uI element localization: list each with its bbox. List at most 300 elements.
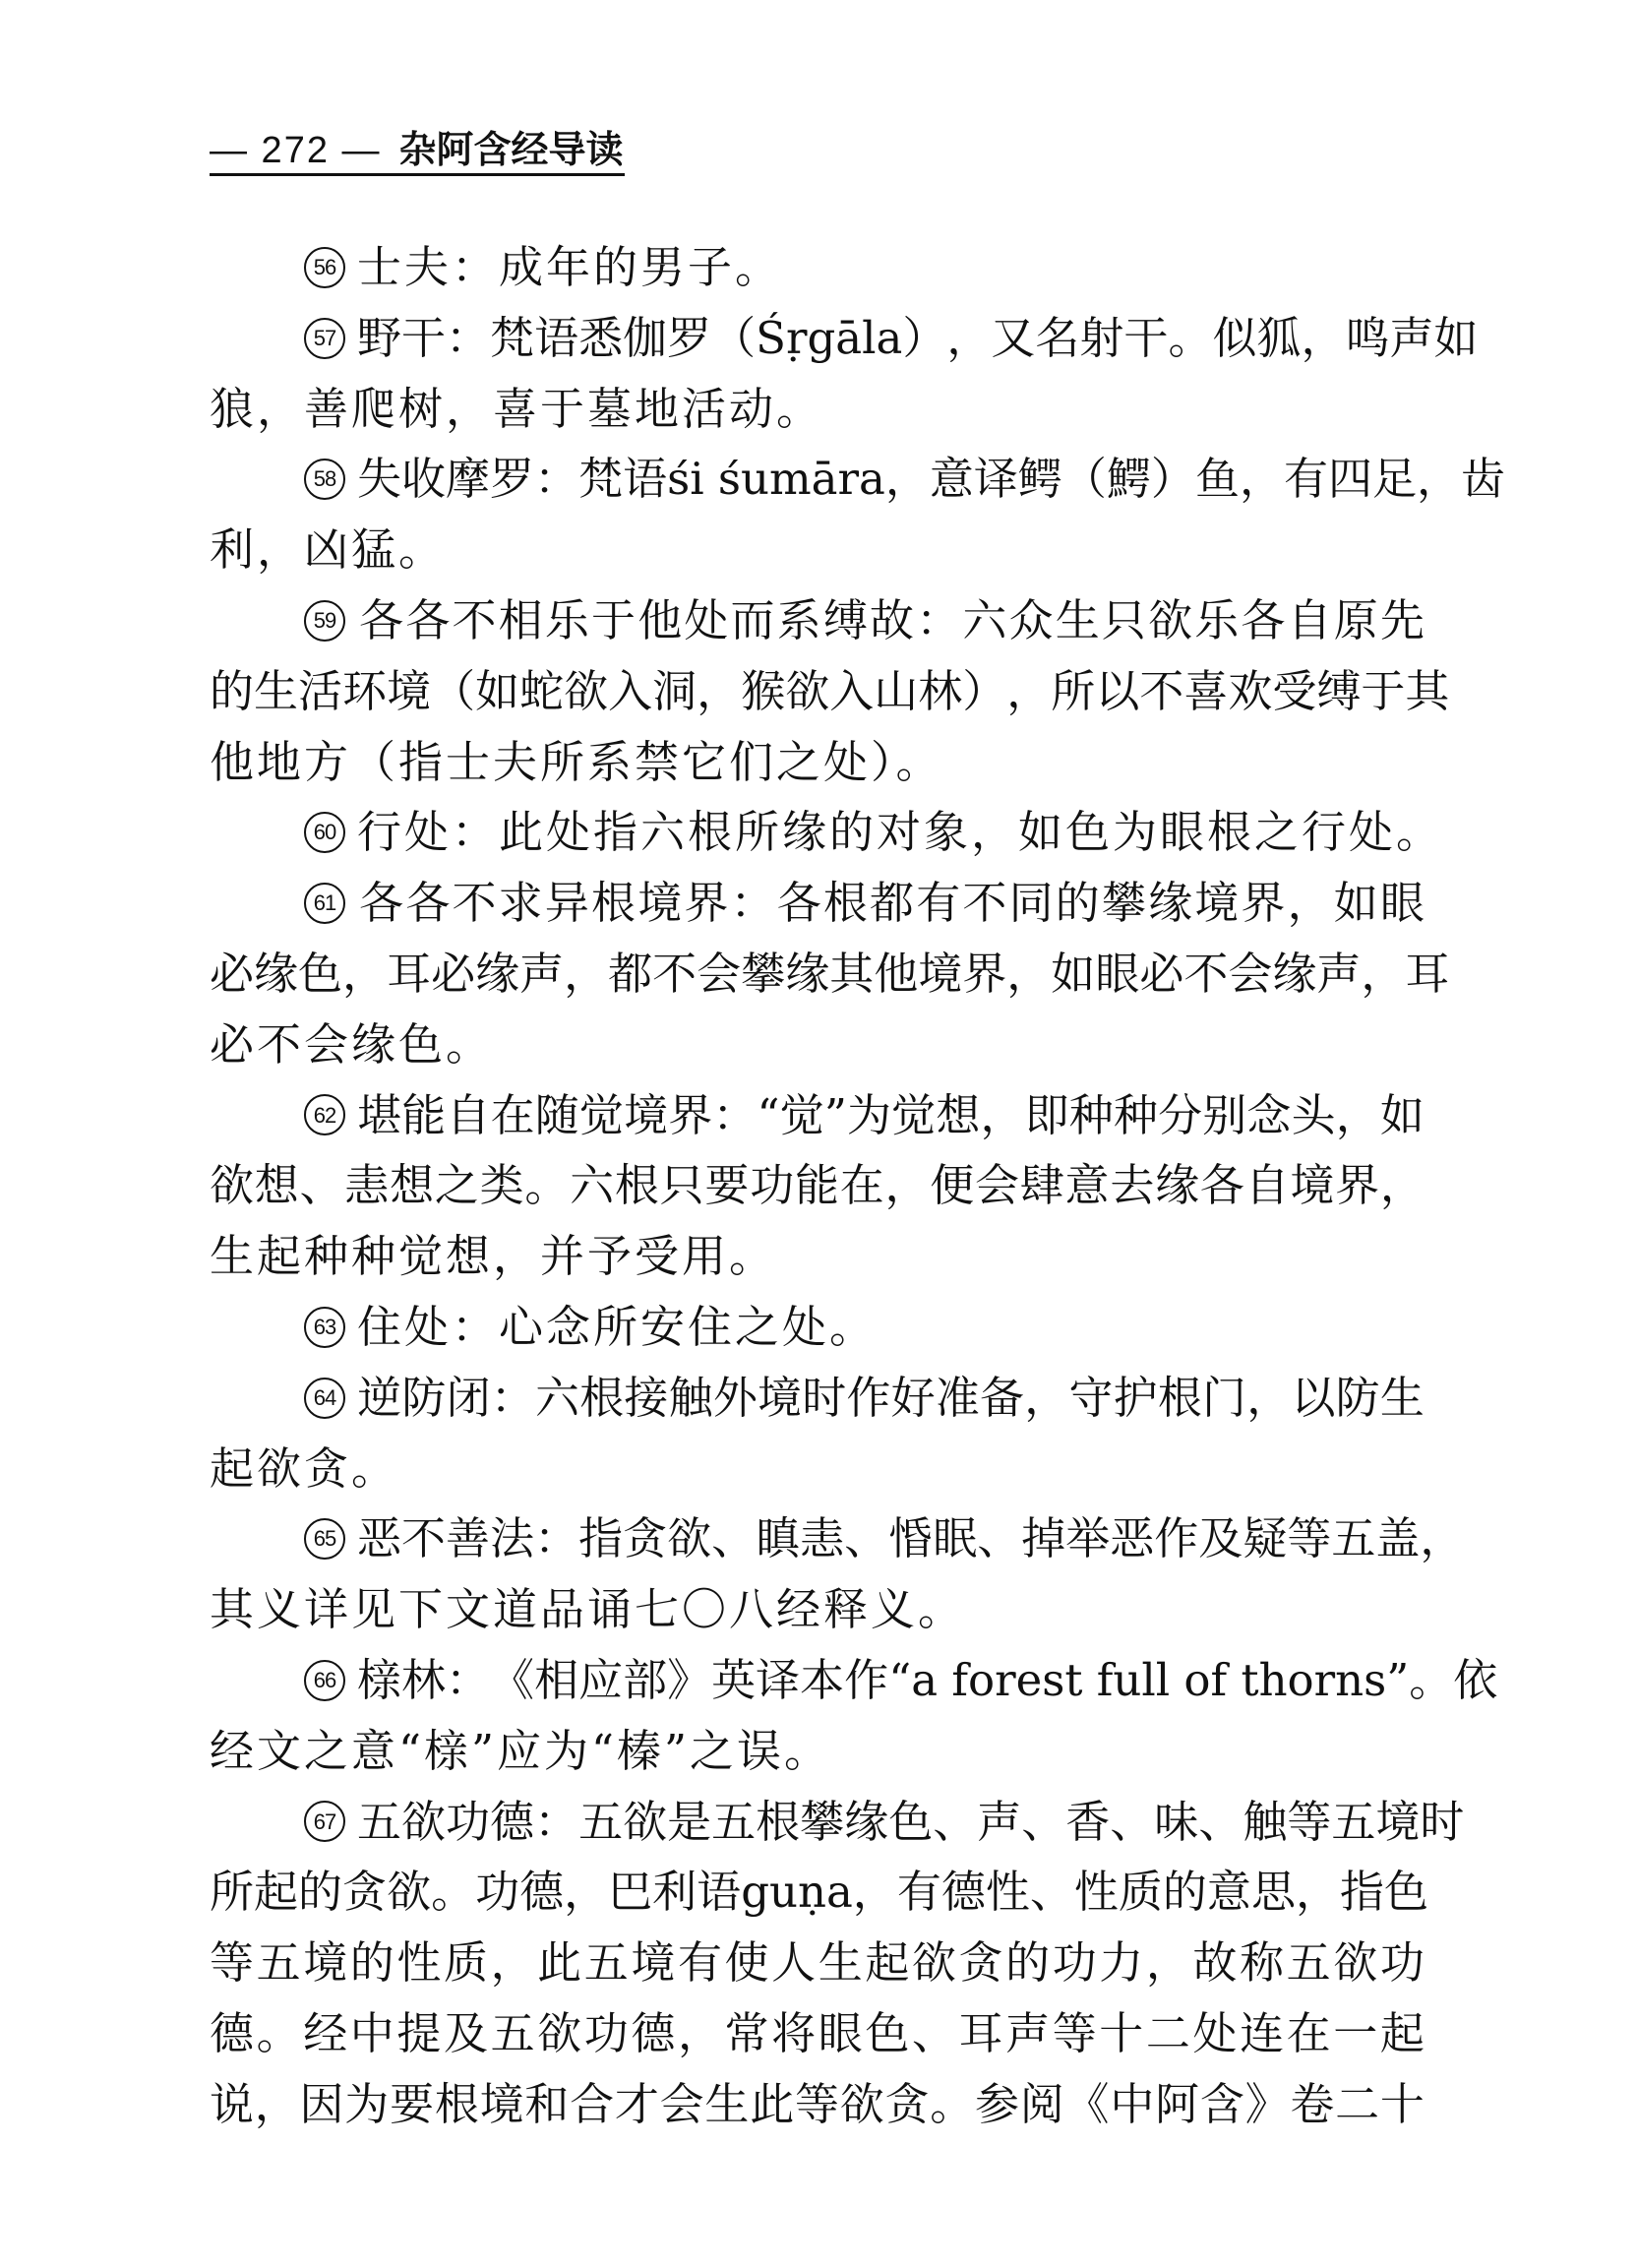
text-fragment: 士夫：成年的男子。 [357,241,783,293]
text-fragment: 恚 [800,1512,845,1565]
text-fragment: 的 [210,664,255,717]
note-62-line [210,1221,1425,1292]
text-fragment: 德 [519,1866,565,1919]
text-fragment: 、 [933,1795,978,1848]
text-fragment: 掉 [1021,1512,1066,1565]
text-fragment: 恶 [357,1512,402,1565]
text-fragment: 种 [1113,1088,1158,1141]
text-fragment: 界 [668,1088,713,1141]
note-59-line [210,656,1450,727]
text-fragment: 六 [962,593,1007,646]
text-fragment: 的 [349,1936,394,1990]
text-fragment: 防 [401,1371,447,1424]
note-59-line [210,727,1425,798]
text-fragment: 而 [730,593,775,646]
text-fragment: 等 [794,2077,839,2130]
text-fragment: 部 [623,1653,668,1706]
text-fragment: 、 [1021,1795,1066,1848]
text-fragment: 声 [977,1795,1022,1848]
text-fragment: 鰐 [1106,453,1151,506]
text-fragment: 。 [1409,1653,1454,1706]
text-fragment: 、 [299,1159,344,1212]
text-fragment: 质 [443,1936,488,1990]
text-fragment: 喜 [1183,664,1229,717]
note-64-line [210,1363,1425,1434]
note-65-line [210,1503,1465,1574]
text-fragment: 如 [1333,877,1378,930]
text-fragment: 欲 [839,2077,884,2130]
note-67-line [210,1787,1465,1858]
text-fragment: 色 [888,1795,934,1848]
text-fragment: 法 [490,1512,535,1565]
text-fragment: 根 [756,1795,801,1848]
text-fragment: 五 [357,1795,402,1848]
text-fragment: 声 [1005,2006,1051,2059]
note-61-line [210,1010,1425,1080]
text-fragment: 必不会缘色。 [210,1017,494,1071]
text-fragment: 欲 [667,1512,712,1565]
text-fragment: 卷 [1290,2077,1335,2130]
text-fragment: 会 [1228,947,1273,1000]
text-fragment: 生 [818,1936,863,1990]
text-fragment: 贪 [958,1936,1003,1990]
text-fragment: 境 [479,2077,524,2130]
text-fragment: 五 [256,1936,301,1990]
text-fragment: 不 [1183,947,1229,1000]
text-fragment: 似 [1212,311,1257,364]
text-fragment: ， [1361,947,1406,1000]
text-fragment: 本 [800,1653,845,1706]
note-number: 67 [304,1801,345,1842]
text-fragment: 境 [624,1088,669,1141]
text-fragment: 生 [704,2077,750,2130]
text-fragment: 才 [614,2077,659,2130]
text-fragment: 欲 [785,664,830,717]
text-fragment: 。 [1168,311,1213,364]
text-fragment: 、 [1110,1795,1155,1848]
text-fragment: 阿 [1155,2077,1200,2130]
text-fragment: 力 [1099,1936,1144,1990]
text-fragment: 闭 [446,1371,491,1424]
text-fragment: 及 [1198,1512,1243,1565]
text-fragment: 作 [1154,1512,1199,1565]
text-fragment: 善 [446,1512,491,1565]
text-fragment: 功 [750,1159,795,1212]
text-fragment: ： [534,1795,579,1848]
text-fragment: 猴 [741,664,786,717]
text-fragment: 类 [479,1159,524,1212]
text-fragment: 根 [434,2077,479,2130]
text-fragment: 将 [771,2006,817,2059]
text-fragment: a forest full of thorns [911,1653,1387,1706]
text-fragment: 的 [298,1866,343,1919]
text-fragment: ： [730,877,775,930]
text-fragment: 接 [624,1371,669,1424]
text-fragment: 及 [443,2006,488,2059]
text-fragment: 为 [344,2077,390,2130]
text-fragment: 恚 [344,1159,390,1212]
text-fragment: 贪 [342,1866,388,1919]
text-fragment: ， [1417,453,1462,506]
text-fragment: 。 [431,1866,476,1919]
text-fragment: 。 [930,2077,975,2130]
text-fragment: ， [884,1159,930,1212]
text-fragment: 德 [940,1866,986,1919]
text-fragment: 缚 [1316,664,1362,717]
text-fragment: 必 [431,947,476,1000]
text-fragment: 指 [578,1512,624,1565]
text-fragment: 头 [1291,1088,1336,1141]
text-fragment: 功 [1379,1936,1425,1990]
text-fragment: ： [916,593,961,646]
note-66-line [210,1716,1425,1787]
note-66-line [210,1645,1498,1716]
text-fragment: 受 [1272,664,1317,717]
text-fragment: ） [1150,453,1195,506]
note-number: 58 [304,459,345,500]
text-fragment: 色 [298,947,343,1000]
text-fragment: 肆 [1019,1159,1064,1212]
text-fragment: 乐 [1194,593,1240,646]
text-fragment: 攀 [741,947,786,1000]
text-fragment: 十 [1379,2077,1425,2130]
text-fragment: 其 [829,947,875,1000]
text-fragment: 境 [631,1936,676,1990]
text-fragment: 必 [210,947,255,1000]
text-fragment: 鳄 [1017,453,1062,506]
text-fragment: ： [446,311,491,364]
text-fragment: 耳 [958,2006,1003,2059]
text-fragment: 欲 [387,1866,432,1919]
text-fragment: 鱼 [1194,453,1240,506]
text-fragment: 罗 [667,311,712,364]
text-fragment: śi śumāra [667,453,885,506]
text-fragment: 德 [490,1795,535,1848]
text-fragment: 》 [1244,2077,1290,2130]
text-fragment: 即 [1024,1088,1069,1141]
text-fragment: 环 [342,664,388,717]
text-fragment: 梵 [490,311,535,364]
text-fragment: 贪 [884,2077,930,2130]
note-57-line [210,374,1425,445]
text-fragment: 要 [704,1159,750,1212]
text-fragment: ， [254,2077,299,2130]
text-fragment: 等 [1052,2006,1097,2059]
text-fragment: 眼 [1095,947,1140,1000]
text-fragment: 生 [1379,1371,1425,1424]
text-fragment: 色 [1383,1866,1428,1919]
text-fragment: 生 [254,664,299,717]
text-fragment: 触 [668,1371,713,1424]
text-fragment: 以 [1095,664,1140,717]
text-fragment: 门 [1202,1371,1247,1424]
text-fragment: 功 [446,1795,491,1848]
note-number: 60 [304,812,345,853]
text-fragment: 备 [980,1371,1025,1424]
text-fragment: 眼 [818,2006,863,2059]
text-fragment: 合 [570,2077,615,2130]
text-fragment: 觉 [578,1088,624,1141]
text-fragment: 各 [1199,1159,1244,1212]
text-fragment: 都 [870,877,915,930]
text-fragment: 有 [1283,453,1328,506]
text-fragment: 缘 [785,947,830,1000]
text-fragment: 功 [583,2006,629,2059]
text-fragment: 行处：此处指六根所缘的对象，如色为眼根之行处。 [357,806,1444,859]
text-fragment: ， [946,311,992,364]
text-fragment: ： [712,1088,758,1141]
text-fragment: ， [1006,947,1052,1000]
text-fragment: 足 [1372,453,1418,506]
text-fragment: 等 [1287,1795,1332,1848]
text-fragment: 缘 [1148,877,1193,930]
text-fragment: 语 [697,1866,742,1919]
text-fragment: 只 [1101,593,1146,646]
text-fragment: 欲 [401,1795,447,1848]
text-fragment: ： [534,1512,579,1565]
text-fragment: 六 [570,1159,615,1212]
text-fragment: 德 [631,2006,676,2059]
text-fragment: 在 [490,1088,535,1141]
text-fragment: 境 [1194,877,1240,930]
text-fragment: 各 [359,593,404,646]
text-fragment: 、 [1029,1866,1074,1919]
text-fragment: 五 [578,1795,624,1848]
text-fragment: 不 [1139,664,1184,717]
text-fragment: ， [564,1866,609,1919]
text-fragment: ， [1145,1936,1190,1990]
text-fragment: 四 [1327,453,1372,506]
text-fragment: 的 [1055,877,1100,930]
text-fragment: 功 [1052,1936,1097,1990]
text-fragment: ， [1246,1371,1292,1424]
text-fragment: 中 [1110,2077,1155,2130]
text-fragment: 狐 [1256,311,1302,364]
text-fragment: 会 [659,2077,704,2130]
text-fragment: 射 [1079,311,1124,364]
note-number: 64 [304,1378,345,1419]
note-67-line [210,1998,1425,2069]
text-fragment: 念 [1246,1088,1292,1141]
text-fragment: 耳 [1405,947,1450,1000]
text-fragment: ， [564,947,609,1000]
text-fragment: 想 [254,1159,299,1212]
text-fragment: 起欲贪。 [210,1441,399,1495]
text-fragment: ， [1024,1371,1069,1424]
note-67-line [210,1857,1428,1928]
text-fragment: 干 [1123,311,1169,364]
text-fragment: 根 [614,1159,659,1212]
text-fragment: 其义详见下文道品诵七〇八经释义。 [210,1583,966,1636]
text-fragment: 分 [1158,1088,1203,1141]
text-fragment: 他 [874,947,919,1000]
text-fragment: 触 [1243,1795,1288,1848]
text-fragment: 经 [303,2006,348,2059]
text-fragment: 五 [583,1936,629,1990]
text-fragment: 中 [349,2006,394,2059]
text-fragment: 意 [929,453,974,506]
text-fragment: 应 [578,1653,624,1706]
text-fragment: 、 [911,2006,956,2059]
text-fragment: 如 [1433,311,1479,364]
text-fragment: 种 [1068,1088,1114,1141]
text-fragment: 欲 [911,1936,956,1990]
note-57-line [210,303,1479,374]
text-fragment: ， [1335,1088,1380,1141]
text-fragment: 故 [870,593,915,646]
text-fragment: 他 [637,593,683,646]
text-fragment: 为 [847,1088,892,1141]
text-fragment: ） [902,311,947,364]
text-fragment: 不 [401,1512,447,1565]
text-fragment: 收 [401,453,447,506]
text-fragment: 想 [936,1088,981,1141]
text-fragment: 林 [401,1653,447,1706]
text-fragment: 欲 [1333,1936,1378,1990]
note-number: 56 [304,247,345,288]
text-fragment: 之 [434,1159,479,1212]
note-64-line [210,1434,1425,1504]
text-fragment: 一 [1333,2006,1378,2059]
text-fragment: ） [962,664,1007,717]
text-fragment: 异 [544,877,589,930]
text-fragment: 、 [711,1512,757,1565]
text-fragment: 、 [1198,1795,1243,1848]
text-fragment: ” [1386,1653,1410,1706]
text-fragment: 界 [962,947,1007,1000]
note-59-line [210,585,1425,656]
text-fragment: 生起种种觉想，并予受用。 [210,1230,777,1283]
text-fragment: 英 [711,1653,757,1706]
text-fragment: 入 [608,664,653,717]
text-fragment: ” [823,1088,847,1141]
text-fragment: 界 [1335,1159,1380,1212]
text-fragment: 入 [829,664,875,717]
text-fragment: 能 [401,1088,447,1141]
text-fragment: 境 [387,664,432,717]
text-fragment: 根 [822,877,868,930]
text-fragment: 》 [667,1653,712,1706]
text-fragment: 味 [1154,1795,1199,1848]
text-fragment: 别 [1202,1088,1247,1141]
text-fragment: 又 [991,311,1036,364]
note-number: 61 [304,883,345,924]
text-fragment: 声 [519,947,565,1000]
text-fragment: 声 [1389,311,1434,364]
text-fragment: 境 [918,947,963,1000]
text-fragment: 所 [210,1866,255,1919]
text-fragment: 提 [396,2006,442,2059]
text-fragment: 众 [1008,593,1054,646]
text-fragment: 意 [1206,1866,1251,1919]
text-fragment: 有 [896,1866,941,1919]
text-fragment: 参 [975,2077,1020,2130]
text-fragment: ， [1239,453,1284,506]
text-fragment: 依 [1453,1653,1498,1706]
footnotes-body [210,232,1506,2140]
text-fragment: 色 [865,2006,910,2059]
text-fragment: 二 [1145,2006,1190,2059]
text-fragment: 译 [756,1653,801,1706]
text-fragment: 连 [1240,2006,1285,2059]
text-fragment: 举 [1065,1512,1111,1565]
text-fragment: ， [1420,1512,1465,1565]
text-fragment: 眼 [1379,877,1425,930]
text-fragment: ， [884,453,930,506]
text-fragment: 五 [711,1795,757,1848]
text-fragment: 因 [299,2077,344,2130]
text-fragment: 各 [405,593,451,646]
text-fragment: 译 [973,453,1018,506]
text-fragment: 在 [839,1159,884,1212]
text-fragment: 各 [405,877,451,930]
note-number: 57 [304,318,345,359]
text-fragment: 在 [1286,2006,1331,2059]
note-58-line [210,444,1506,515]
text-fragment: 眠 [933,1512,978,1565]
page-number: — 272 — [210,130,382,171]
text-fragment: 相 [534,1653,579,1706]
text-fragment: 经文之意“榇”应为“榛”之误。 [210,1724,832,1777]
text-fragment: ： [446,1653,491,1706]
text-fragment: 十 [1099,2006,1144,2059]
text-fragment: 各 [359,877,404,930]
text-fragment: 不 [652,947,697,1000]
text-fragment: 求 [498,877,543,930]
text-fragment: 根 [591,877,637,930]
text-fragment: 缘 [254,947,299,1000]
text-fragment: 惛 [888,1512,934,1565]
text-fragment: 说 [210,2077,255,2130]
text-fragment: ： [534,453,579,506]
text-fragment: 贪 [623,1512,668,1565]
note-62-line [210,1150,1425,1221]
text-fragment: 攀 [800,1795,845,1848]
text-fragment: ， [1301,311,1346,364]
text-fragment: 境 [637,877,683,930]
text-fragment: 。 [256,2006,301,2059]
note-63-line [210,1292,1425,1363]
text-fragment: 所 [1051,664,1096,717]
text-fragment: 欲 [537,2006,582,2059]
text-fragment: 思 [1250,1866,1296,1919]
text-fragment: 如 [475,664,520,717]
running-header [210,126,625,176]
text-fragment: 不 [452,593,497,646]
text-fragment: （ [711,311,757,364]
text-fragment: 境 [758,1371,803,1424]
text-fragment: 五 [490,2006,535,2059]
text-fragment: 起 [254,1866,299,1919]
text-fragment: 、 [977,1512,1022,1565]
text-fragment: 起 [865,1936,910,1990]
text-fragment: 自 [446,1088,491,1141]
text-fragment: 护 [1113,1371,1158,1424]
text-fragment: 他地方（指士夫所系禁它们之处）。 [210,735,943,788]
text-fragment: 质 [1118,1866,1163,1919]
text-fragment: ， [980,1088,1025,1141]
text-fragment: （ [431,664,476,717]
text-fragment: 外 [712,1371,758,1424]
text-fragment: 作 [844,1653,889,1706]
text-fragment: 会 [697,947,742,1000]
text-fragment: ， [1295,1866,1340,1919]
text-fragment: 功 [475,1866,520,1919]
text-fragment: 要 [390,2077,435,2130]
text-fragment: 含 [1199,2077,1244,2130]
text-fragment: ， [342,947,388,1000]
text-fragment: 指 [1339,1866,1384,1919]
